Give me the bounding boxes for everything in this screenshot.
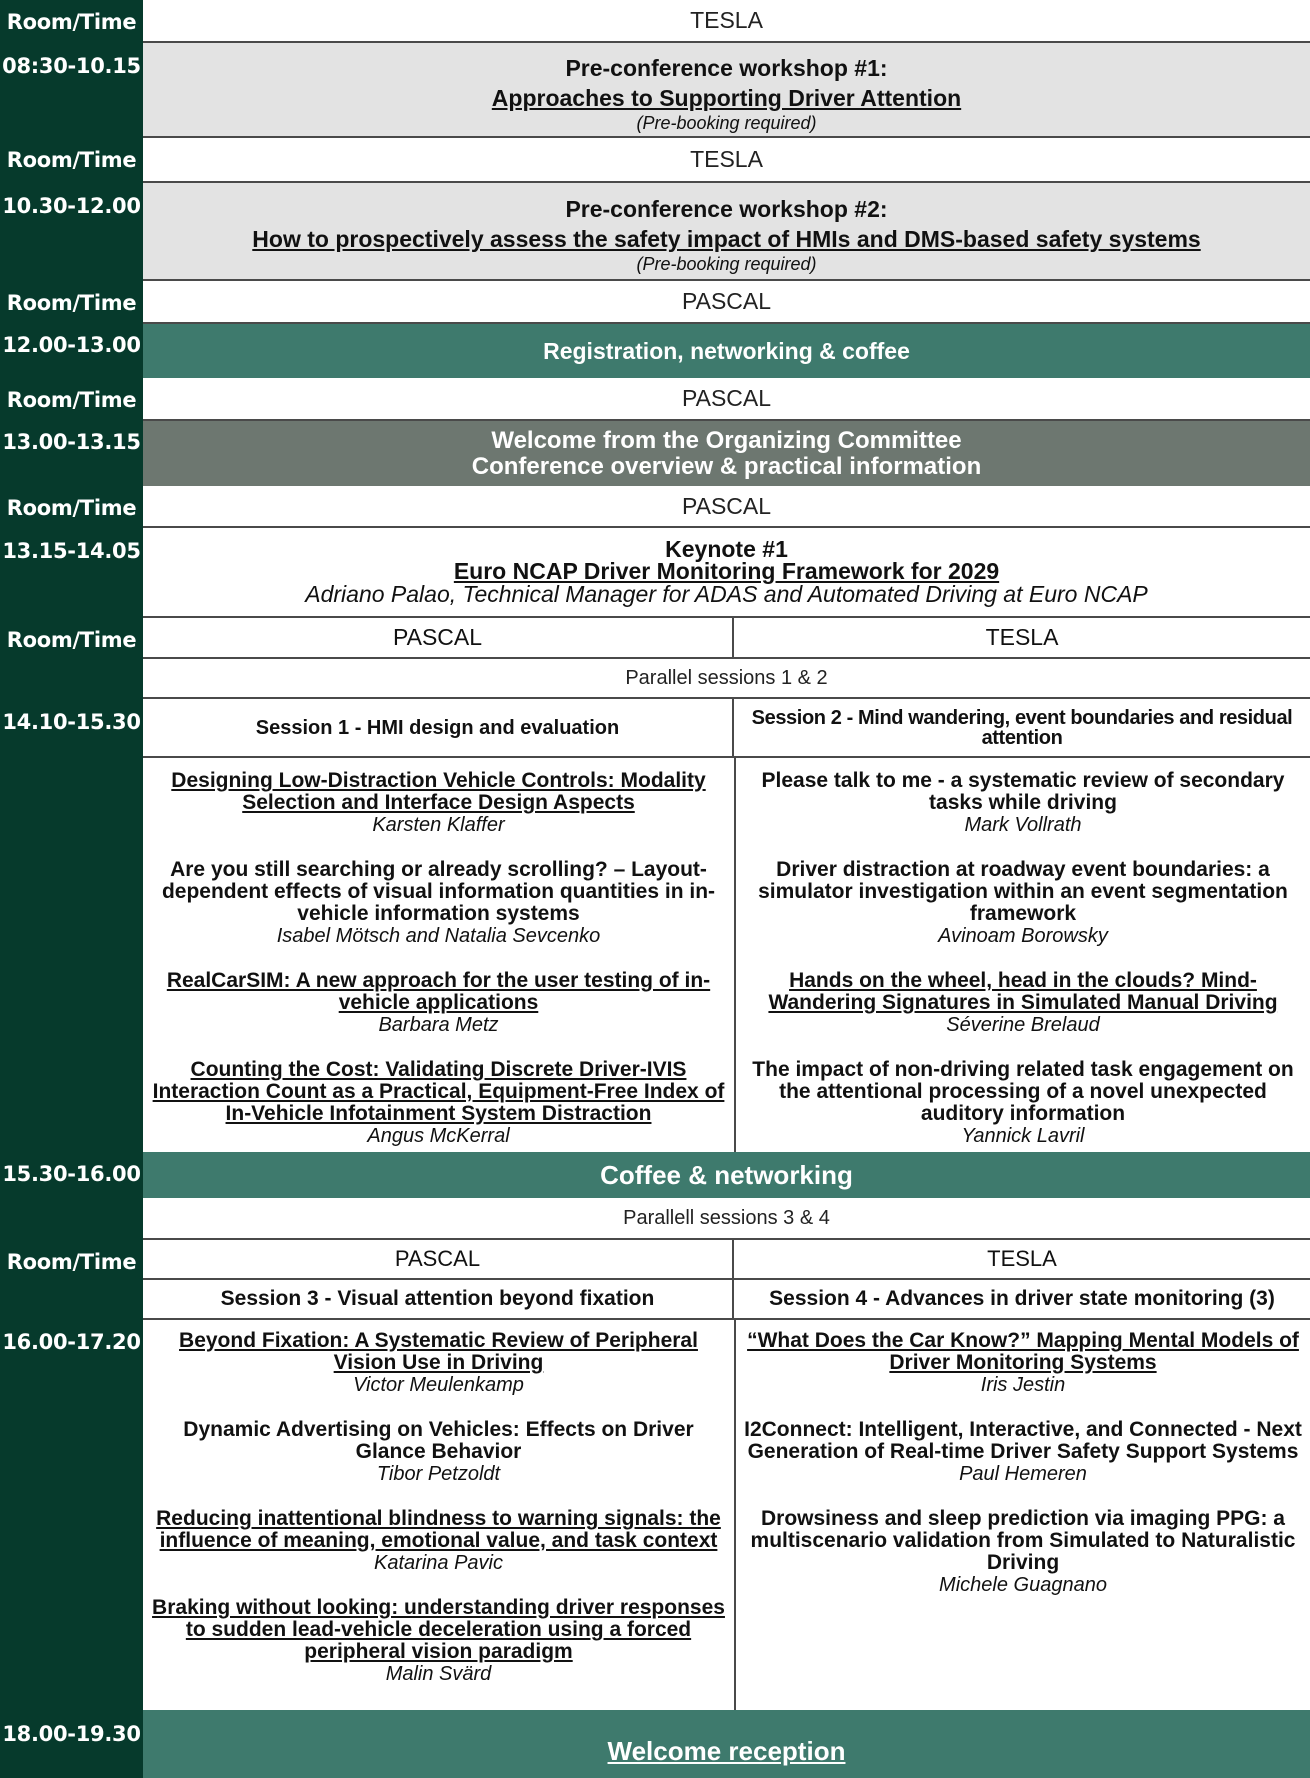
- coffee-band: [143, 1152, 1310, 1198]
- session-3-talks: [143, 1330, 734, 1708]
- talk-author: Mark Vollrath: [964, 814, 1082, 836]
- schedule-grid: [143, 0, 1310, 1778]
- talk-author: Yannick Lavril: [961, 1125, 1085, 1147]
- talk-author: Victor Meulenkamp: [353, 1374, 524, 1396]
- talk-title[interactable]: Beyond Fixation: A Systematic Review of Peripheral Vision Use in Driving: [179, 1329, 698, 1374]
- session-1-title: [143, 699, 734, 756]
- time-slot: 13.00-13.15: [2, 430, 141, 454]
- talk-author: Avinoam Borowsky: [938, 925, 1108, 947]
- talk-title: Driver distraction at roadway event boundaries: a simulator investigation within an event segmentation framework: [758, 858, 1288, 925]
- session-4-talks: [736, 1330, 1310, 1619]
- talk: [744, 859, 1302, 947]
- keynote-label: Keynote #1: [665, 536, 788, 562]
- booking-note: (Pre-booking required): [636, 254, 817, 274]
- talk: [151, 1597, 726, 1685]
- room-name: PASCAL: [392, 624, 483, 650]
- talk-title: Please talk to me - a systematic review of secondary tasks while driving: [761, 769, 1285, 814]
- workshop-2: [143, 183, 1310, 281]
- room-name: PASCAL: [681, 385, 772, 411]
- talk: [744, 770, 1302, 836]
- session-2-title: [734, 699, 1310, 756]
- talk-title[interactable]: “What Does the Car Know?” Mapping Mental Models of Driver Monitoring Systems: [747, 1329, 1299, 1374]
- room-name: TESLA: [690, 146, 763, 172]
- booking-note: (Pre-booking required): [636, 113, 817, 133]
- workshop-subtitle[interactable]: Approaches to Supporting Driver Attention: [491, 85, 962, 111]
- talk-title: The impact of non-driving related task engagement on the attentional processing of a novel unexpected auditory information: [752, 1058, 1294, 1125]
- room-name: PASCAL: [681, 288, 772, 314]
- room-row: [143, 486, 1310, 528]
- talk-title: Drowsiness and sleep prediction via imaging PPG: a multiscenario validation from Simulated to Naturalistic Driving: [750, 1507, 1296, 1574]
- talk-title[interactable]: Counting the Cost: Validating Discrete Driver-IVIS Interaction Count as a Practical, Equipment-Free Index of In-Vehicle Infotainment System Distraction: [152, 1058, 725, 1125]
- welcome-band: [143, 421, 1310, 486]
- talk-title[interactable]: Braking without looking: understanding driver responses to sudden lead-vehicle deceleration using a forced peripheral vision paradigm: [152, 1596, 725, 1663]
- room-time-label: Room/Time: [6, 1250, 137, 1274]
- workshop-title: Pre-conference workshop #2:: [565, 196, 888, 222]
- session-title-text: Session 4 - Advances in driver state monitoring (3): [769, 1287, 1275, 1310]
- session-header-row: [143, 699, 1310, 758]
- talk-author: Isabel Mötsch and Natalia Sevcenko: [276, 925, 601, 947]
- welcome-line-2: Conference overview & practical information: [471, 452, 982, 480]
- parallel-sessions-row: [143, 659, 1310, 699]
- parallel-sessions-row: [143, 1198, 1310, 1240]
- talk-title: Are you still searching or already scrolling? – Layout-dependent effects of visual information quantities in in-vehicle information systems: [161, 858, 716, 925]
- keynote-title[interactable]: Euro NCAP Driver Monitoring Framework for 2029: [453, 558, 1000, 584]
- session-title-text: Session 2 - Mind wandering, event boundaries and residual attention: [751, 706, 1293, 749]
- talk-author: Angus McKerral: [367, 1125, 510, 1147]
- talk: [151, 859, 726, 947]
- talks-row: [143, 758, 1310, 1152]
- room-name: TESLA: [690, 7, 763, 33]
- talk-title: I2Connect: Intelligent, Interactive, and Connected - Next Generation of Real-time Driver Safety Support Systems: [744, 1418, 1302, 1463]
- room-tesla: [734, 618, 1310, 657]
- welcome-line-1: Welcome from the Organizing Committee: [491, 426, 962, 454]
- time-slot: 16.00-17.20: [2, 1330, 141, 1354]
- registration-label: Registration, networking & coffee: [543, 337, 910, 364]
- talk: [744, 1059, 1302, 1147]
- room-time-label: Room/Time: [6, 148, 137, 172]
- talk: [744, 970, 1302, 1036]
- session-title-text: Session 3 - Visual attention beyond fixation: [220, 1287, 655, 1310]
- room-row: [143, 0, 1310, 43]
- room-row: [143, 281, 1310, 324]
- reception-label[interactable]: Welcome reception: [607, 1735, 846, 1766]
- talk-author: Tibor Petzoldt: [376, 1463, 501, 1485]
- talk: [744, 1419, 1302, 1485]
- room-time-label: Room/Time: [6, 10, 137, 34]
- room-row-split: [143, 1240, 1310, 1280]
- talk-author: Séverine Brelaud: [946, 1014, 1100, 1036]
- session-header-row: [143, 1280, 1310, 1320]
- parallel-sessions-label: Parallell sessions 3 & 4: [623, 1206, 830, 1229]
- time-slot: 12.00-13.00: [2, 333, 141, 357]
- talk-title: Dynamic Advertising on Vehicles: Effects on Driver Glance Behavior: [183, 1418, 694, 1463]
- room-time-label: Room/Time: [6, 291, 137, 315]
- session-title-text: Session 1 - HMI design and evaluation: [255, 716, 620, 739]
- talk: [151, 1330, 726, 1396]
- talk-title[interactable]: Designing Low-Distraction Vehicle Controls: Modality Selection and Interface Design Aspects: [171, 769, 706, 814]
- room-name: TESLA: [985, 624, 1059, 650]
- room-tesla: [734, 1240, 1310, 1278]
- time-slot: 10.30-12.00: [2, 194, 141, 218]
- talk-author: Malin Svärd: [385, 1663, 492, 1685]
- room-time-label: Room/Time: [6, 496, 137, 520]
- talk-title[interactable]: Reducing inattentional blindness to warning signals: the influence of meaning, emotional value, and task context: [156, 1507, 721, 1552]
- session-1-talks: [143, 770, 734, 1170]
- talk-author: Karsten Klaffer: [372, 814, 505, 836]
- time-slot: 08:30-10.15: [2, 54, 141, 78]
- talk-title[interactable]: RealCarSIM: A new approach for the user testing of in-vehicle applications: [166, 969, 711, 1014]
- room-row: [143, 378, 1310, 421]
- time-column: [0, 0, 143, 1778]
- room-pascal: [143, 1240, 734, 1278]
- reception-band: [143, 1710, 1310, 1778]
- talk-author: Iris Jestin: [980, 1374, 1066, 1396]
- talk-author: Michele Guagnano: [939, 1574, 1107, 1596]
- room-row: [143, 138, 1310, 183]
- talk-title[interactable]: Hands on the wheel, head in the clouds? Mind-Wandering Signatures in Simulated Manual Driving: [768, 969, 1278, 1014]
- registration-band: [143, 324, 1310, 378]
- time-slot: 15.30-16.00: [2, 1162, 141, 1186]
- coffee-label: Coffee & networking: [600, 1159, 853, 1190]
- workshop-subtitle[interactable]: How to prospectively assess the safety impact of HMIs and DMS-based safety systems: [252, 226, 1201, 252]
- talk-author: Barbara Metz: [378, 1014, 499, 1036]
- room-row-split: [143, 618, 1310, 659]
- keynote: [143, 528, 1310, 618]
- room-name: PASCAL: [394, 1246, 481, 1271]
- room-time-label: Room/Time: [6, 388, 137, 412]
- room-time-label: Room/Time: [6, 628, 137, 652]
- room-name: PASCAL: [681, 492, 772, 519]
- parallel-sessions-label: Parallel sessions 1 & 2: [625, 666, 828, 689]
- talks-row: [143, 1320, 1310, 1710]
- session-4-title: [734, 1280, 1310, 1318]
- session-2-talks: [736, 770, 1310, 1170]
- keynote-speaker: Adriano Palao, Technical Manager for ADAS and Automated Driving at Euro NCAP: [305, 581, 1148, 607]
- talk-author: Katarina Pavic: [374, 1552, 503, 1574]
- talk: [744, 1330, 1302, 1396]
- room-pascal: [143, 618, 734, 657]
- talk: [744, 1508, 1302, 1596]
- talk: [151, 770, 726, 836]
- talk-author: Paul Hemeren: [959, 1463, 1087, 1485]
- talk: [151, 970, 726, 1036]
- time-slot: 18.00-19.30: [2, 1722, 141, 1746]
- workshop-1: [143, 43, 1310, 138]
- session-3-title: [143, 1280, 734, 1318]
- talk: [151, 1419, 726, 1485]
- room-name: TESLA: [987, 1246, 1057, 1271]
- workshop-title: Pre-conference workshop #1:: [565, 55, 888, 81]
- talk: [151, 1508, 726, 1574]
- time-slot: 14.10-15.30: [2, 710, 141, 734]
- talk: [151, 1059, 726, 1147]
- time-slot: 13.15-14.05: [2, 539, 141, 563]
